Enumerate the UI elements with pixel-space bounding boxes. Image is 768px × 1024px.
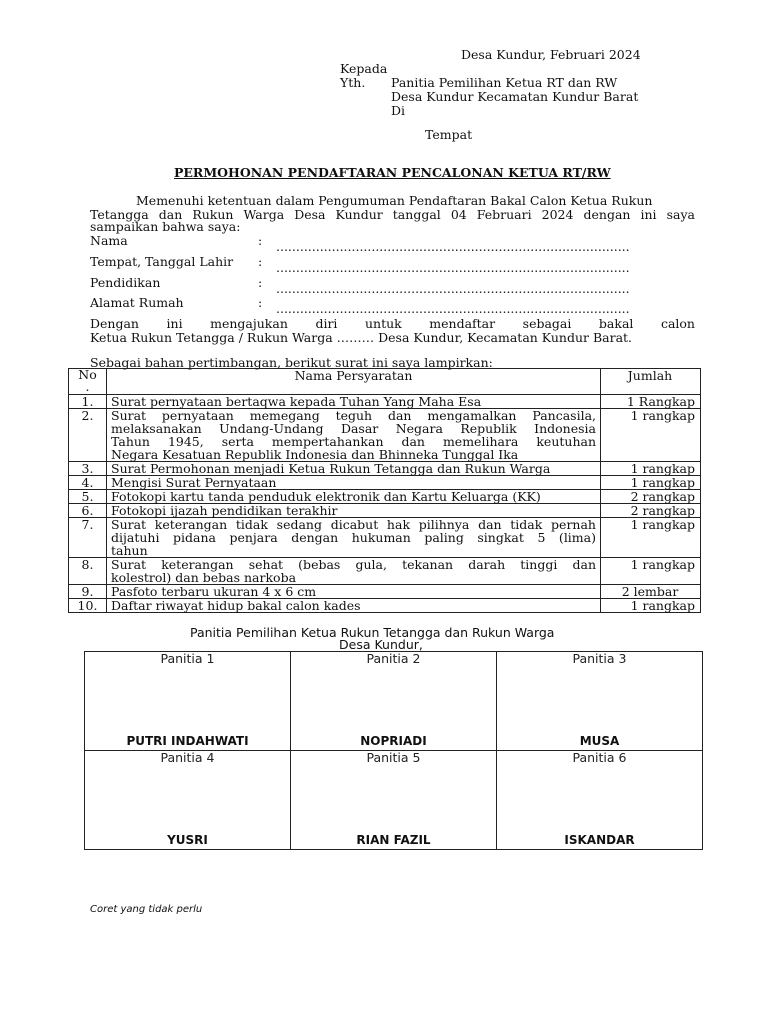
field-label-ttl: Tempat, Tanggal Lahir xyxy=(90,254,234,269)
header-no-label: No xyxy=(78,367,97,382)
field-dots-alamat[interactable]: ......................................................................................... xyxy=(276,302,630,316)
requirement-line: Surat keterangan sehat (bebas gula, tekanan darah tinggi dan xyxy=(111,557,596,572)
requirement-name xyxy=(107,409,601,462)
signature-cell[interactable] xyxy=(85,652,291,751)
di-label: Di xyxy=(391,103,406,118)
header-no-dot: . xyxy=(85,379,90,394)
requirement-line: Tahun 1945, serta mempertahankan dan memelihara keutuhan xyxy=(111,434,596,449)
requirement-line: Surat Permohonan menjadi Ketua Rukun Tetangga dan Rukun Warga xyxy=(111,461,551,476)
requirement-line: Fotokopi kartu tanda penduduk elektronik dan Kartu Keluarga (KK) xyxy=(111,489,541,504)
signature-name: ISKANDAR xyxy=(564,833,635,847)
signature-role: Panitia 3 xyxy=(572,651,627,666)
field-colon: : xyxy=(258,233,263,248)
requirement-line: melaksanakan Undang-Undang Dasar Negara Republik Indonesia xyxy=(111,421,596,436)
intro-line-2: Tetangga dan Rukun Warga Desa Kundur tanggal 04 Februari 2024 dengan ini saya xyxy=(90,207,695,222)
intro-line-1: Memenuhi ketentuan dalam Pengumuman Pendaftaran Bakal Calon Ketua Rukun xyxy=(136,193,653,208)
table-row xyxy=(69,518,701,558)
signature-name: PUTRI INDAHWATI xyxy=(126,734,249,748)
signature-cell[interactable] xyxy=(85,751,291,850)
recipient-line-1: Panitia Pemilihan Ketua RT dan RW xyxy=(391,75,618,90)
requirement-qty: 1 Rangkap xyxy=(601,395,701,409)
row-number: 10. xyxy=(69,599,107,613)
committee-line-1: Panitia Pemilihan Ketua Rukun Tetangga dan Rukun Warga xyxy=(190,625,555,640)
signature-role: Panitia 6 xyxy=(572,750,627,765)
table-row xyxy=(69,462,701,476)
requirement-name xyxy=(107,462,601,476)
committee-line-2: Desa Kundur, xyxy=(339,637,423,652)
letter-title: PERMOHONAN PENDAFTARAN PENCALONAN KETUA RT/RW xyxy=(174,165,611,180)
row-number: 7. xyxy=(69,518,107,558)
requirement-qty: 1 rangkap xyxy=(601,518,701,558)
requirement-qty: 1 rangkap xyxy=(601,462,701,476)
row-number: 9. xyxy=(69,585,107,599)
requirements-table xyxy=(68,368,701,613)
requirement-line: dijatuhi pidana penjara dengan hukuman paling singkat 5 (lima) xyxy=(111,530,596,545)
signature-role: Panitia 1 xyxy=(160,651,215,666)
requirement-line: Surat keterangan tidak sedang dicabut hak pilihnya dan tidak pernah xyxy=(111,517,596,532)
statement-line-1: Dengan ini mengajukan diri untuk mendaftar sebagai bakal calon xyxy=(90,316,695,331)
requirement-qty: 1 rangkap xyxy=(601,599,701,613)
field-label-nama: Nama xyxy=(90,233,128,248)
table-header-row xyxy=(69,369,701,395)
table-row xyxy=(69,409,701,462)
table-row xyxy=(69,490,701,504)
signature-cell[interactable] xyxy=(497,652,703,751)
requirement-line: Negara Kesatuan Republik Indonesia dan Bhinneka Tunggal Ika xyxy=(111,447,519,462)
row-number: 3. xyxy=(69,462,107,476)
table-row xyxy=(69,476,701,490)
table-row xyxy=(69,504,701,518)
signature-role: Panitia 2 xyxy=(366,651,421,666)
row-number: 4. xyxy=(69,476,107,490)
requirement-name xyxy=(107,490,601,504)
tempat-label: Tempat xyxy=(425,127,473,142)
signature-role: Panitia 5 xyxy=(366,750,421,765)
requirement-line: Mengisi Surat Pernyataan xyxy=(111,475,277,490)
signature-name: NOPRIADI xyxy=(360,734,427,748)
field-label-pendidikan: Pendidikan xyxy=(90,275,161,290)
field-colon: : xyxy=(258,275,263,290)
field-colon: : xyxy=(258,295,263,310)
yth-label: Yth. xyxy=(340,75,366,90)
requirement-line: Surat pernyataan bertaqwa kepada Tuhan Yang Maha Esa xyxy=(111,394,482,409)
signature-name: MUSA xyxy=(579,734,620,748)
requirement-qty: 1 rangkap xyxy=(601,476,701,490)
field-dots-nama[interactable]: ......................................................................................... xyxy=(276,240,630,254)
header-qty: Jumlah xyxy=(601,369,701,395)
field-colon: : xyxy=(258,254,263,269)
requirement-qty: 2 rangkap xyxy=(601,490,701,504)
requirement-name xyxy=(107,585,601,599)
signature-name: RIAN FAZIL xyxy=(356,833,431,847)
requirement-name xyxy=(107,395,601,409)
kepada-label: Kepada xyxy=(340,61,388,76)
signature-row xyxy=(85,751,703,850)
field-label-alamat: Alamat Rumah xyxy=(90,295,184,310)
row-number: 5. xyxy=(69,490,107,504)
table-row xyxy=(69,599,701,613)
requirement-name xyxy=(107,558,601,585)
intro-line-3: sampaikan bahwa saya: xyxy=(90,219,241,234)
table-row xyxy=(69,585,701,599)
statement-line-2: Ketua Rukun Tetangga / Rukun Warga ……… Desa Kundur, Kecamatan Kundur Barat. xyxy=(90,330,633,345)
row-number: 8. xyxy=(69,558,107,585)
requirement-line: Fotokopi ijazah pendidikan terakhir xyxy=(111,503,338,518)
table-body xyxy=(69,395,701,613)
signature-name: YUSRI xyxy=(167,833,208,847)
requirement-name xyxy=(107,476,601,490)
place-date: Desa Kundur, Februari 2024 xyxy=(461,47,641,62)
field-dots-pendidikan[interactable]: ......................................................................................... xyxy=(276,282,630,296)
header-name: Nama Persyaratan xyxy=(107,369,601,395)
table-row xyxy=(69,395,701,409)
requirement-name xyxy=(107,599,601,613)
requirement-line: tahun xyxy=(111,543,148,558)
requirement-qty: 2 rangkap xyxy=(601,504,701,518)
requirement-qty: 1 rangkap xyxy=(601,558,701,585)
table-row xyxy=(69,558,701,585)
requirement-line: kolestrol) dan bebas narkoba xyxy=(111,570,297,585)
footnote: Coret yang tidak perlu xyxy=(90,904,203,915)
requirement-qty: 1 rangkap xyxy=(601,409,701,462)
requirement-qty: 2 lembar xyxy=(601,585,701,599)
signature-cell[interactable] xyxy=(497,751,703,850)
requirement-line: Daftar riwayat hidup bakal calon kades xyxy=(111,598,361,613)
signature-row xyxy=(85,652,703,751)
field-dots-ttl[interactable]: ......................................................................................... xyxy=(276,261,630,275)
requirement-name xyxy=(107,518,601,558)
row-number: 6. xyxy=(69,504,107,518)
signature-cell[interactable] xyxy=(291,751,497,850)
attachments-intro: Sebagai bahan pertimbangan, berikut surat ini saya lampirkan: xyxy=(90,355,493,370)
recipient-line-2: Desa Kundur Kecamatan Kundur Barat xyxy=(391,89,639,104)
row-number: 2. xyxy=(69,409,107,462)
header-no xyxy=(69,369,107,395)
signature-table xyxy=(84,651,703,850)
requirement-line: Surat pernyataan memegang teguh dan mengamalkan Pancasila, xyxy=(111,408,596,423)
signature-cell[interactable] xyxy=(291,652,497,751)
requirement-line: Pasfoto terbaru ukuran 4 x 6 cm xyxy=(111,584,317,599)
requirement-name xyxy=(107,504,601,518)
row-number: 1. xyxy=(69,395,107,409)
signature-role: Panitia 4 xyxy=(160,750,215,765)
